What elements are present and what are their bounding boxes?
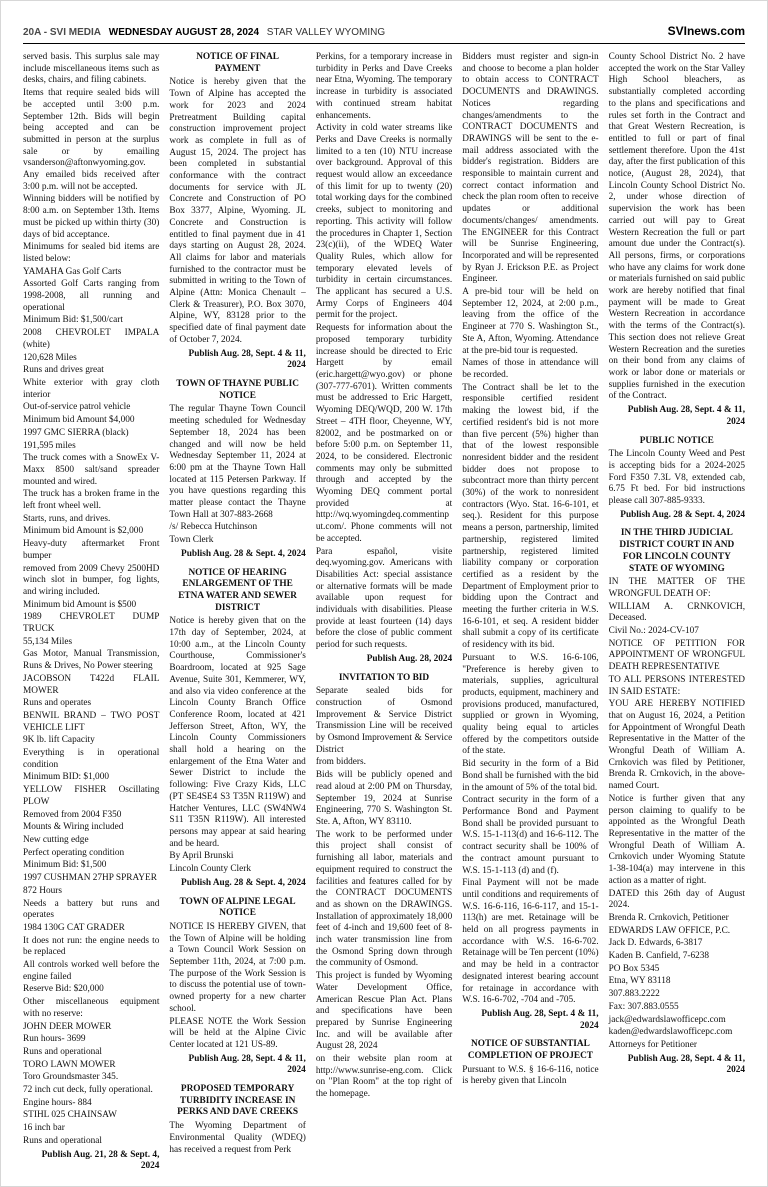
notice-paragraph: Pursuant to W.S. 16-6-106, "Preference is hereby given to materials, supplies, agricultural products, equipment, machinery and provisions produced, manufactured, supplied or grown in Wyoming, quality being equal to articles offered by the competitors outside of the state. [462,652,599,757]
masthead-divider [23,43,745,44]
notice-column-5 [609,52,745,1179]
notice-paragraph: A pre-bid tour will be held on September 12, 2024, at 2:00 p.m., leaving from the office of the Engineer at 770 S. Washington St., Ste A, Afton, Wyoming. Attendance at the pre-bid tour is requested. [462,287,599,356]
notice-heading: PROPOSED TEMPORARY TURBIDITY INCREASE IN PERKS AND DAVE CREEKS [177,1084,299,1118]
publish-line: Publish Aug. 28, Sept. 4 & 11, 2024 [188,348,306,371]
notice-paragraph: Minimum bid Amount $4,000 [23,415,135,426]
notice-paragraph: Minimum bid Amount is $2,000 [23,526,144,537]
notice-paragraph: This project is funded by Wyoming Water Development Office, American Rescue Plan Act. Plans and specifications have been prepared by Sunrise Engineering Inc. and will be available after August 28, 2024 [315,971,453,1052]
notice-paragraph: Pursuant to W.S. § 16-6-116, notice is hereby given that Lincoln [462,1064,599,1087]
notice-paragraph: Heavy-duty aftermarket Front bumper [23,539,160,561]
notice-paragraph: County School District No. 2 have accepted the work on the Star Valley High School bleachers, as substantially completed according to the plans and specifications and rules set forth in the Contract and that Great Western Recreation, is entitled to full or part of final settlement therefore. Upon the 41st day, after the first publication of this notice, (August 28, 2024), that Lincoln County School District No. 2, under whose direction of supervision the work has been carried out will pay to Great Western Recreation the full or part amount due under the Contract(s). All persons, firms, or corporations who have any claims for work done or materials furnished on said public work are hereby notified that final payment will be made to Great Western Recreation in accordance with the terms of the Contract(s). This section does not relieve Great Western Recreation and the sureties on their bond from any claims of work or labor done or materials or supplies furnished in the execution of the Contract. [608,52,746,402]
publish-line: Publish Aug. 28, Sept. 4 & 11, 2024 [627,1053,746,1076]
notice-paragraph: The truck has a broken frame in the left front wheel well. [23,489,160,512]
notice-paragraph: Notice is further given that any person claiming to qualify to be appointed as the Wrongful Death Representative in the matter of the Wrongful Death of William A. Crnkovich under Wyoming Statute 1-38-104(a) may intervene in this action as a matter of right. [608,793,746,886]
notice-paragraph: /s/ Rebecca Hutchinson [169,522,258,533]
notice-paragraph: PO Box 5345 [608,963,660,974]
notice-paragraph: Runs and operates [23,698,92,709]
page-number-label: 20A - SVI MEDIA [23,27,101,38]
notice-paragraph: Toro Groundsmaster 345. [23,1072,119,1083]
notice-heading: NOTICE OF HEARING ENLARGEMENT OF THE ETNA WATER AND SEWER DISTRICT [178,567,297,613]
notice-paragraph: Kaden B. Canfield, 7-6238 [608,951,710,962]
notice-paragraph: Names of those in attendance will be recorded. [462,358,599,380]
notice-paragraph: on their website plan room at http://www.sunrise-eng.com. Click on "Plan Room" at the top right of the homepage. [315,1054,453,1100]
notice-paragraph: WILLIAM A. CRNKOVICH, Deceased. [608,601,746,624]
publish-line: Publish Aug. 28, Sept. 4 & 11, 2024 [188,1053,306,1076]
notice-paragraph: JOHN DEER MOWER [23,1021,112,1032]
notice-paragraph: 120,628 Miles [23,352,77,363]
notice-paragraph: Bidders must register and sign-in and choose to become a plan holder to obtain access to CONTRACT DOCUMENTS and DRAWINGS. Notices regarding changes/amendments to the CONTRACT DOCUMENTS and DRAWINGS will be sent to the e-mail address associated with the bidder's registration. Bidders are responsible to maintain current and correct contact information and check the plan room often to receive updates or additional documents/changes/ amendments. The ENGINEER for this Contract will be Sunrise Engineering, Incorporated and will be represented by Ryan J. Erickson P.E. as Project Engineer. [462,52,599,285]
notice-paragraph: TO ALL PERSONS INTERESTED IN SAID ESTATE: [608,674,746,697]
notice-paragraph: TORO LAWN MOWER [23,1059,116,1070]
notice-paragraph: Assorted Golf Carts ranging from 1998-2008, all running and operational [23,279,160,313]
date-label: WEDNESDAY AUGUST 28, 2024 [108,27,260,38]
notice-paragraph: It does not run: the engine needs to be replaced [23,935,160,958]
notice-paragraph: Perkins, for a temporary increase in turbidity in Perks and Dave Creeks near Etna, Wyoming. The temporary increase in turbidity is associated with continued stream habitat enhancements. [315,52,453,121]
notice-paragraph: Items that require sealed bids will be accepted until 3:00 p.m. September 12th. Bids will begin being accepted and can be submitted in person at the surplus sale or by emailing vsanderson@aftonwyoming.gov. Any emailed bids received after 3:00 p.m. will not be accepted. [23,88,160,192]
legal-notice-columns [23,52,745,1179]
notice-heading: TOWN OF ALPINE LEGAL NOTICE [179,896,296,919]
notice-paragraph: Minimum bid Amount is $500 [23,599,137,610]
notice-paragraph: Winning bidders will be notified by 8:00 a.m. on September 13th. Items must be picked up within thirty (30) days of bid acceptance. [23,194,160,240]
notice-column-4 [462,52,598,1179]
notice-paragraph: Bids will be publicly opened and read aloud at 2:00 PM on Thursday, September 19, 2024 at Sunrise Engineering, 770 S. Washington St. Ste. A, Afton, WY 83110. [315,770,453,827]
notice-paragraph: The regular Thayne Town Council meeting scheduled for Wednesday September 18, 2024 has been changed and will now be held Wednesday September 11, 2024 at 6:00 pm at the Thayne Town Hall located at 115 Petersen Parkway. If you have questions regarding this matter please contact the Thayne Town Hall at 307-883-2668 [169,404,306,520]
notice-paragraph: 307.883.2222 [608,989,660,1000]
notice-paragraph: The Contract shall be let to the responsible certified resident making the lowest bid, if the certified resident's bid is not more than five percent (5%) higher than that of the lowest responsible nonresident bidder and the resident bidder does not propose to subcontract more than thirty percent (30%) of the work to nonresident contractors (Wyo. Stat. 16-6-101, et seq.). Resident for this purpose means a person, partnership, limited partnership, registered limited partnership, registered limited liability company or corporation certified as a resident by the Department of Employment prior to bidding upon the Contract and meeting the further criteria in W.S. 16-6-101, et seq. A resident bidder shall submit a copy of its certificate of residency with its bid. [462,382,599,651]
notice-paragraph: Minimum BID: $1,000 [23,772,110,783]
notice-paragraph: 9K lb. lift Capacity [23,735,95,746]
notice-paragraph: IN THE MATTER OF THE WRONGFUL DEATH OF: [608,577,746,599]
notice-paragraph: JACOBSON T422d FLAIL MOWER [23,673,160,696]
notice-paragraph: Starts, runs, and drives. [23,513,111,524]
notice-paragraph: STIHL 025 CHAINSAW [23,1110,117,1121]
notice-paragraph: White exterior with gray cloth interior [23,377,160,400]
notice-paragraph: Minimums for sealed bid items are listed below: [23,242,160,264]
location-label: STAR VALLEY WYOMING [266,27,386,38]
notice-paragraph: By April Brunski [169,851,234,862]
notice-paragraph: The truck comes with a SnowEx V-Maxx 8500 salt/sand spreader mounted and wired. [23,453,160,487]
notice-paragraph: Contract security in the form of a Performance Bond and Payment Bond shall be provided pursuant to W.S. 15-1-113(d) and 16-6-112. The contract security shall be 100% of the contract amount pursuant to W.S. 15-1-113 (d) and (f). [462,795,599,876]
notice-paragraph: 872 Hours [23,885,62,896]
notice-paragraph: Runs and drives great [23,365,104,376]
notice-paragraph: The Lincoln County Weed and Pest is accepting bids for a 2024-2025 Ford F350 7.3L V8, extended cab, 6.75 Ft bed. For bid instructions please call 307-885-9333. [608,449,746,507]
notice-column-3 [316,52,452,1179]
notice-paragraph: Other miscellaneous equipment with no reserve: [23,997,160,1019]
notice-paragraph: NOTICE IS HEREBY GIVEN, that the Town of Alpine will be holding a Town Council Work Session on September 11th, 2024, at 7:00 p.m. The purpose of the Work Session is to discuss the potential use of town-owned property for a new charter school. [169,921,306,1014]
notice-paragraph: Runs and operational [23,1135,103,1146]
notice-paragraph: Notice is hereby given that the Town of Alpine has accepted the work for 2023 and 2024 Pretreatment Building capital construction improvement project work as complete in full as of August 15, 2024. The project has been completed in substantial conformance with the contract documents for service with JL Concrete and Construction of PO Box 3377, Alpine, Wyoming. JL Concrete and Construction is entitled to final payment due in 41 days starting on August 28, 2024. All claims for labor and materials furnished to the contractor must be submitted in writing to the Town of Alpine (Attn: Monica Chenault – Clerk & Treasurer), P.O. Box 3070, Alpine, WY, 83128 prior to the specified date of final payment date of October 7, 2024. [169,77,306,345]
publish-line: Publish Aug. 28, Sept. 4 & 11, 2024 [481,1008,599,1031]
notice-paragraph: Minimum Bid: $1,500 [23,860,107,871]
notice-paragraph: Notice is hereby given that on the 17th day of September, 2024, at 10:00 a.m., at the Lincoln County Courthouse, Commissioner's Boardroom, located at 925 Sage Avenue, Suite 301, Kemmerer, WY, and also via video conference at the Lincoln County Branch Office Conference Room, located at 421 Jefferson Street, Afton, WY, the Lincoln County Commissioners shall hold a hearing on the enlargement of the Etna Water and Sewer District to include the following: Five Crazy Kids, LLC (PT SE4SE4 S3 T35N R119W) and Hatcher Ventures, LLC (SW4NW4 S11 T35N R119W). All interested persons may appear at said hearing and be heard. [169,616,306,849]
notice-paragraph: PLEASE NOTE the Work Session will be held at the Alpine Civic Center located at 121 US-89. [169,1016,306,1050]
publish-line: Publish Aug. 28 & Sept. 4, 2024 [620,509,746,520]
notice-column-1 [23,52,159,1179]
notice-paragraph: Jack D. Edwards, 6-3817 [608,938,703,949]
notice-paragraph: Attorneys for Petitioner [608,1039,697,1050]
notice-paragraph: Lincoln County Clerk [169,864,252,875]
website-label: SVInews.com [667,24,745,38]
publish-line: Publish Aug. 28 & Sept. 4, 2024 [181,877,306,888]
notice-paragraph: Reserve Bid: $20,000 [23,984,104,995]
notice-paragraph: removed from 2009 Chevy 2500HD winch slot in bumper, fog lights, and wiring included. [23,563,160,597]
notice-paragraph: Mounts & Wiring included [23,822,124,833]
notice-paragraph: 1997 CUSHMAN 27HP SPRAYER [23,873,157,884]
notice-paragraph: The Wyoming Department of Environmental Quality (WDEQ) has received a request from Perk [169,1121,306,1155]
notice-paragraph: All controls worked well before the engine failed [23,960,160,982]
notice-heading: INVITATION TO BID [338,672,430,683]
notice-paragraph: Final Payment will not be made until conditions and requirements of W.S. 16-6-116, 16-6-117, and 15-1-113(h) are met. Retainage will be held on all progress payments in accordance with W.S. 16-6-702. Retainage will be Ten percent (10%) and may be held in a contractor designated interest bearing account for retainage in accordance with W.S. 16-6-702, -704 and -705. [462,878,599,1006]
notice-paragraph: 1997 GMC SIERRA (black) [23,427,129,438]
notice-heading: IN THE THIRD JUDICIAL DISTRICT COURT IN AND FOR LINCOLN COUNTY STATE OF WYOMING [619,528,735,574]
notice-paragraph: Removed from 2004 F350 [23,809,122,820]
notice-paragraph: Needs a battery but runs and operates [23,898,160,921]
notice-paragraph: Perfect operating condition [23,847,125,858]
notice-paragraph: Brenda R. Crnkovich, Petitioner [608,912,729,923]
notice-paragraph: 16 inch bar [23,1123,65,1134]
notice-paragraph: Activity in cold water streams like Perks and Dave Creeks is normally limited to a ten (10) NTU increase over background. Approval of this request would allow an exceedance of this limit for up to twenty (20) total working days for the combined creeks, subject to monitoring and reporting. This activity will follow the procedures in Chapter 1, Section 23(c)(ii), of the WDEQ Water Quality Rules, which allow for temporary elevated levels of turbidity in certain circumstances. The applicant has secured a U.S. Army Corps of Engineers 404 permit for the project. [315,123,453,321]
notice-paragraph: Para español, visite deq.wyoming.gov. Americans with Disabilities Act: special assistance or alternative formats will be made available upon request for individuals with disabilities. Please provide at least fourteen (14) days before the close of public comment period for such requests. [315,546,453,651]
notice-paragraph: jack@edwardslawofficepc.com [608,1014,726,1025]
notice-paragraph: Runs and operational [23,1046,103,1057]
notice-heading: TOWN OF THAYNE PUBLIC NOTICE [176,378,299,401]
notice-paragraph: Everything is in operational condition [23,748,160,770]
publish-line: Publish Aug. 28 & Sept. 4, 2024 [181,548,306,559]
notice-paragraph: 191,595 miles [23,440,76,451]
notice-paragraph: Gas Motor, Manual Transmission, Runs & Drives, No Power steering [23,649,160,672]
notice-heading: NOTICE OF SUBSTANTIAL COMPLETION OF PROJECT [467,1039,593,1062]
notice-paragraph: 55,134 Miles [23,636,73,647]
publish-line: Publish Aug. 28, 2024 [366,653,453,664]
notice-paragraph: Out-of-service patrol vehicle [23,402,131,413]
notice-heading: NOTICE OF FINAL PAYMENT [196,52,280,74]
notice-heading: PUBLIC NOTICE [639,435,714,446]
notice-paragraph: NOTICE OF PETITION FOR APPOINTMENT OF WRONGFUL DEATH REPRESENTATIVE [608,638,746,673]
notice-paragraph: 2008 CHEVROLET IMPALA (white) [23,328,160,350]
notice-paragraph: 1989 CHEVROLET DUMP TRUCK [23,612,160,635]
notice-paragraph: YOU ARE HEREBY NOTIFIED that on August 16, 2024, a Petition for Appointment of Wrongful Death Representative in the Matter of the Wrongful Death of William A. Crnkovich was filed by Petitioner, Brenda R. Crnkovich, in the above-named Court. [608,699,746,792]
notice-column-2 [169,52,305,1179]
notice-paragraph: DATED this 26th day of August 2024. [608,888,746,911]
notice-paragraph: Run hours- 3699 [23,1034,86,1045]
notice-paragraph: 1984 130G CAT GRADER [23,922,125,933]
notice-paragraph: 72 inch cut deck, fully operational. [23,1085,153,1096]
notice-paragraph: Requests for information about the proposed temporary turbidity increase should be directed to Eric Hargett by email (eric.hargett@wyo.gov) or phone (307-777-6701). Written comments must be addressed to Eric Hargett, Wyoming DEQ/WQD, 200 W. 17th Street – 4TH floor, Cheyenne, WY, 82002, and be postmarked on or before 5:00 p.m. on September 11, 2024, to be considered. Electronic comments may only be submitted through and accepted by the Wyoming DEQ comment portal provided at http://wq.wyomingdeq.commentinput.com/. Phone comments will not be accepted. [315,323,453,544]
notice-paragraph: YAMAHA Gas Golf Carts [23,266,122,277]
publish-line: Publish Aug. 28, Sept. 4 & 11, 2024 [627,405,746,427]
notice-paragraph: The work to be performed under this project shall consist of furnishing all labor, materials and equipment required to construct the facilities and features called for by the CONTRACT DOCUMENTS and as shown on the DRAWINGS. Installation of approximately 18,000 feet of 4-inch and 19,600 feet of 8-inch water transmission line from the Osmond Spring down through the community of Osmond. [315,829,453,969]
notice-paragraph: Town Clerk [169,535,214,546]
notice-paragraph: Separate sealed bids for construction of Osmond Improvement & Service District Transmission Line will be received by Osmond Improvement & Service District [315,686,453,755]
notice-paragraph: EDWARDS LAW OFFICE, P.C. [608,925,731,936]
notice-paragraph: kaden@edwardslawofficepc.com [608,1027,733,1038]
notice-paragraph: New cutting edge [23,835,89,845]
notice-paragraph: BENWIL BRAND – TWO POST VEHICLE LIFT [23,710,160,733]
masthead [23,25,745,39]
publish-line: Publish Aug. 21, 28 & Sept. 4, 2024 [41,1149,160,1172]
notice-paragraph: Bid security in the form of a Bid Bond shall be furnished with the bid in the amount of 5% of the total bid. [462,759,599,793]
notice-paragraph: served basis. This surplus sale may include miscellaneous items such as desks, chairs, and filing cabinets. [23,52,160,86]
notice-paragraph: YELLOW FISHER Oscillating PLOW [23,785,160,807]
masthead-left [23,27,390,39]
notice-paragraph: Minimum Bid: $1,500/cart [23,315,123,326]
notice-paragraph: Etna, WY 83118 [608,976,671,987]
notice-paragraph: from bidders. [315,757,366,768]
notice-paragraph: Fax: 307.883.0555 [608,1001,679,1012]
notice-paragraph: Civil No.: 2024-CV-107 [608,626,699,637]
notice-paragraph: Engine hours- 884 [23,1097,92,1108]
